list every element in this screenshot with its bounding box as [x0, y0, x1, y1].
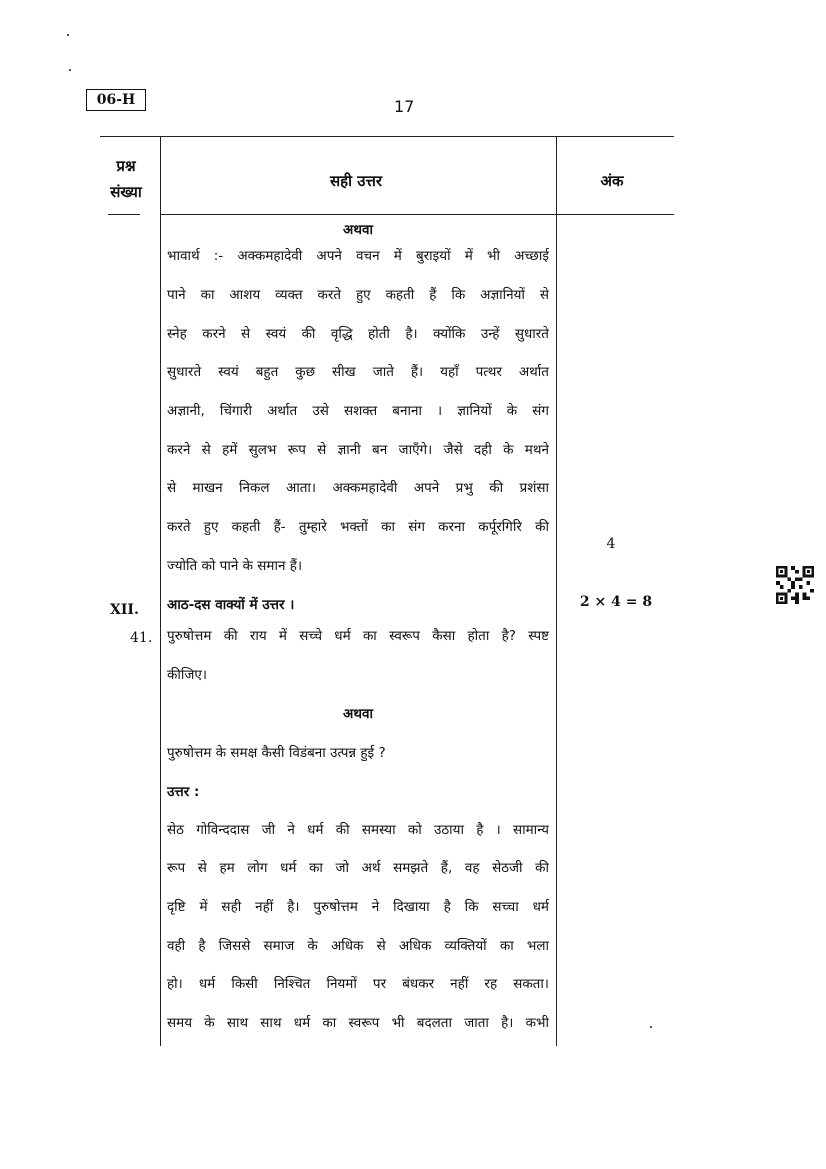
marks-second: 2 × 4 = 8	[579, 594, 653, 610]
question-line: पुरुषोत्तम की राय में सच्चे धर्म का स्वरूप कैसा होता है? स्पष्ट	[167, 628, 549, 644]
body-line: सेठ गोविन्ददास जी ने धर्म की समस्या को उठाया है । सामान्य	[167, 822, 549, 838]
body-line: समय के साथ साथ धर्म का स्वरूप भी बदलता जाता है। कभी	[167, 1015, 549, 1031]
question-number: 41.	[130, 630, 153, 646]
col1-header-line1: प्रश्न	[116, 157, 136, 175]
body-line: करने से हमें सुलभ रूप से ज्ञानी बन जाएँगे। जैसे दही के मथने	[167, 442, 549, 458]
scan-speck	[650, 1026, 652, 1028]
section-heading: आठ-दस वाक्यों में उत्तर ।	[167, 597, 295, 613]
header-bottom-rule	[160, 214, 674, 215]
col-divider-left	[160, 136, 161, 1046]
col1-header-line2: संख्या	[110, 183, 142, 201]
col3-header: अंक	[600, 172, 624, 190]
scan-speck	[69, 69, 71, 71]
body-line: अथवा	[343, 222, 373, 238]
table-top-rule	[100, 136, 674, 137]
section-number: XII.	[110, 602, 139, 618]
body-line: रूप से हम लोग धर्म का जो अर्थ समझते हैं, वह सेठजी की	[167, 860, 549, 876]
col1-header-underline	[108, 214, 140, 215]
qr-code-icon	[775, 566, 815, 604]
body-line: करते हुए कहती हैं- तुम्हारे भक्तों का संग करना कर्पूरगिरि की	[167, 519, 549, 535]
body-line: हो। धर्म किसी निश्चित नियमों पर बंधकर नहीं रह सकता।	[167, 976, 549, 992]
col2-header: सही उत्तर	[330, 172, 382, 190]
col-divider-right	[556, 136, 557, 1046]
body-line: सुधारते स्वयं बहुत कुछ सीख जाते हैं। यहाँ पत्थर अर्थात	[167, 364, 549, 380]
answer-label: उत्तर :	[167, 784, 200, 800]
body-line: ज्योति को पाने के समान हैं।	[167, 558, 303, 574]
or-heading: अथवा	[343, 706, 373, 722]
question-line: पुरुषोत्तम के समक्ष कैसी विडंबना उत्पन्न हुई ?	[167, 745, 386, 761]
page-number: 17	[394, 97, 415, 116]
body-line: भावार्थ :- अक्कमहादेवी अपने वचन में बुराइयों में भी अच्छाई	[167, 248, 549, 264]
marks-first: 4	[606, 536, 616, 552]
body-line: स्नेह करने से स्वयं की वृद्धि होती है। क्योंकि उन्हें सुधारते	[167, 326, 549, 342]
body-line: पाने का आशय व्यक्त करते हुए कहती हैं कि अज्ञानियों से	[167, 287, 549, 303]
scan-speck	[67, 34, 69, 36]
body-line: अज्ञानी, चिंगारी अर्थात उसे सशक्त बनाना । ज्ञानियों के संग	[167, 403, 549, 419]
body-line: दृष्टि में सही नहीं है। पुरुषोत्तम ने दिखाया है कि सच्चा धर्म	[167, 899, 549, 915]
body-line: से माखन निकल आता। अक्कमहादेवी अपने प्रभु की प्रशंसा	[167, 480, 549, 496]
paper-code-box: 06-H	[86, 89, 146, 111]
body-line: वही है जिससे समाज के अधिक से अधिक व्यक्तियों का भला	[167, 938, 549, 954]
question-line: कीजिए।	[167, 667, 207, 683]
